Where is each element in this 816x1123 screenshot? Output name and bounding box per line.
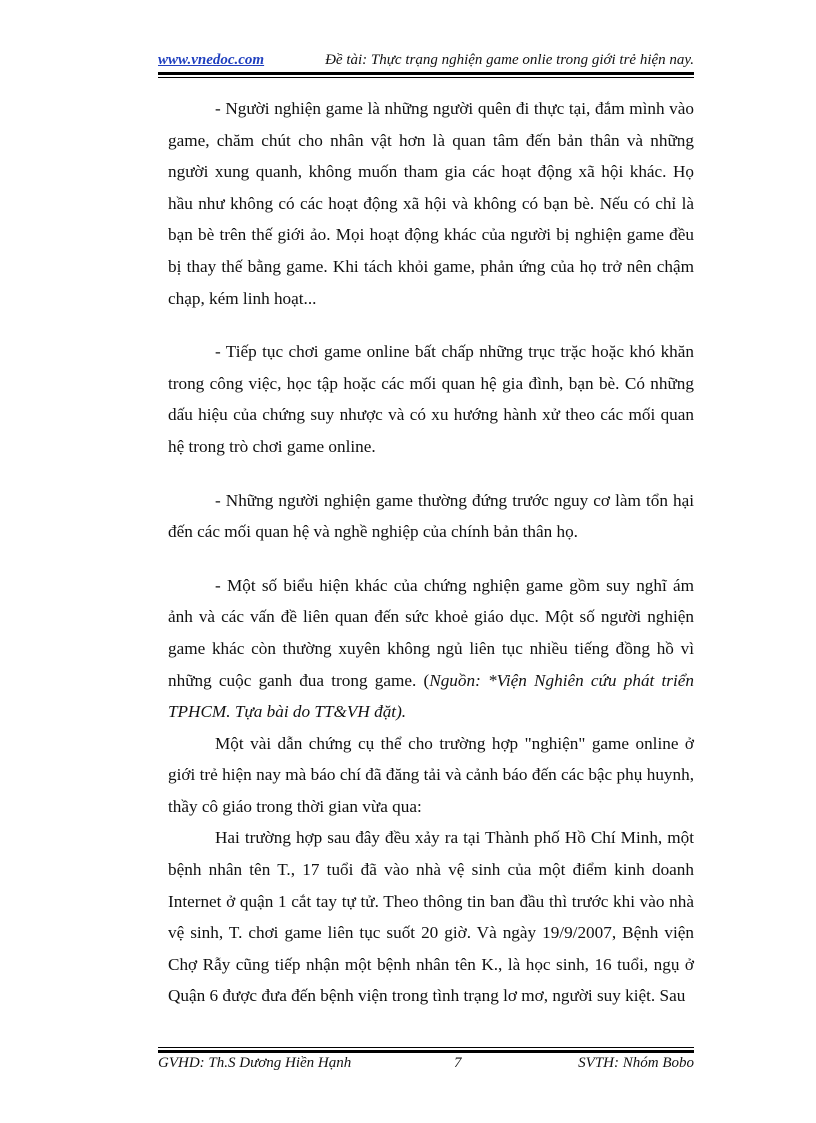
footer-instructor: GVHD: Th.S Dương Hiền Hạnh <box>158 1055 352 1071</box>
paragraph-1: - Người nghiện game là những người quên đi thực tại, đắm mình vào game, chăm chút cho nhân vật hơn là quan tâm đến bản thân và những người xung quanh, không muốn tham gia các hoạt động xã hội khác. Họ hầu như không có các hoạt động xã hội và không có bạn bè. Nếu có chỉ là bạn bè trên thế giới ảo. Mọi hoạt động khác của người bị nghiện game đều bị thay thế bằng game. Khi tách khỏi game, phản ứng của họ trở nên chậm chạp, kém linh hoạt... <box>168 99 694 308</box>
header-rule-thick <box>158 72 694 75</box>
source-citation: : *Viện Nghiên cứu phát triển TPHCM. Tựa bài do TT&VH đặt). <box>168 670 694 722</box>
footer-students: SVTH: Nhóm Bobo <box>578 1055 694 1071</box>
header-rule-thin <box>158 77 694 78</box>
document-body <box>168 93 694 1012</box>
paragraph-6: Hai trường hợp sau đây đều xảy ra tại Thành phố Hồ Chí Minh, một bệnh nhân tên T., 17 tuổi đã vào nhà vệ sinh của một điểm kinh doanh Internet ở quận 1 cắt tay tự tử. Theo thông tin ban đầu thì trước khi vào nhà vệ sinh, T. chơi game liên tục suốt 20 giờ. Và ngày 19/9/2007, Bệnh viện Chợ Rẫy cũng tiếp nhận một bệnh nhân tên K., là học sinh, 16 tuổi, ngụ ở Quận 6 được đưa đến bệnh viện trong tình trạng lơ mơ, người suy kiệt. Sau <box>168 828 694 1006</box>
page-footer <box>158 1055 694 1079</box>
source-label: Nguồn <box>429 670 476 690</box>
page-number: 7 <box>454 1055 462 1071</box>
paragraph-3: - Những người nghiện game thường đứng trước nguy cơ làm tổn hại đến các mối quan hệ và nghề nghiệp của chính bản thân họ. <box>168 490 694 542</box>
footer-rule-thin <box>158 1047 694 1048</box>
footer-rule-thick <box>158 1050 694 1053</box>
header-topic: Đề tài: Thực trạng nghiện game onlie trong giới trẻ hiện nay. <box>325 52 694 68</box>
paragraph-5: Một vài dẫn chứng cụ thể cho trường hợp "nghiện" game online ở giới trẻ hiện nay mà báo chí đã đăng tải và cảnh báo đến các bậc phụ huynh, thầy cô giáo trong thời gian vừa qua: <box>168 733 694 816</box>
paragraph-2: - Tiếp tục chơi game online bất chấp những trục trặc hoặc khó khăn trong công việc, học tập hoặc các mối quan hệ gia đình, bạn bè. Có những dấu hiệu của chứng suy nhược và có xu hướng hành xử theo các mối quan hệ trong trò chơi game online. <box>168 342 694 456</box>
paragraph-4 <box>168 570 694 728</box>
site-link[interactable]: www.vnedoc.com <box>158 52 265 68</box>
paragraph-4-text: - Một số biểu hiện khác của chứng nghiện game gồm suy nghĩ ám ảnh và các vấn đề liên quan đến sức khoẻ giáo dục. Một số người nghiện game khác còn thường xuyên không ngủ liên tục nhiều tiếng đồng hồ vì những cuộc ganh đua trong game. ( <box>168 575 694 690</box>
page-header <box>158 50 694 80</box>
